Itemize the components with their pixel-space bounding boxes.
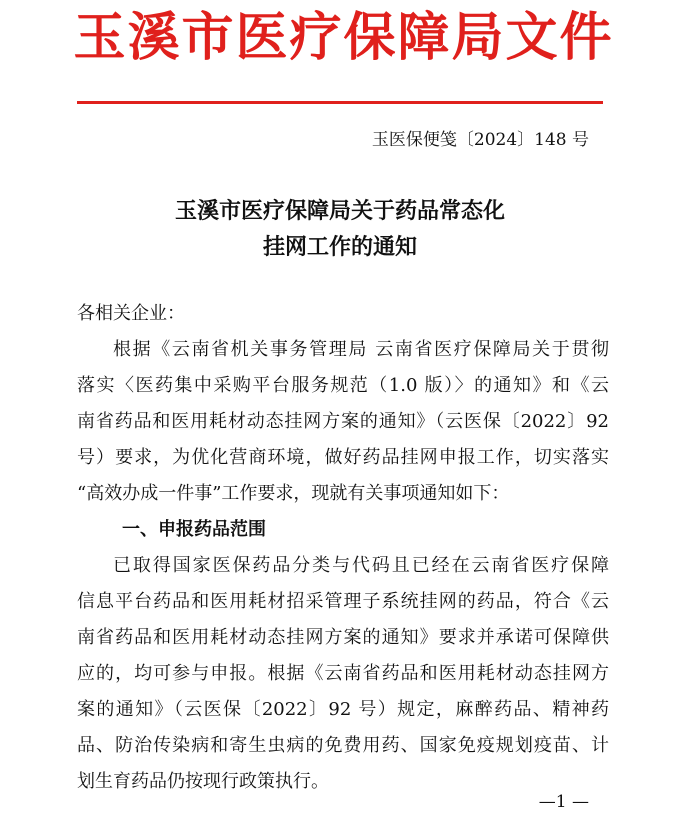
section-1-line-4: 应的，均可参与申报。根据《云南省药品和医用耗材动态挂网方 (77, 663, 609, 684)
document-number: 玉医保便笺〔2024〕148 号 (371, 130, 589, 150)
red-separator-rule (77, 101, 603, 104)
section-1-line-3: 南省药品和医用耗材动态挂网方案的通知》要求并承诺可保障供 (77, 627, 609, 648)
section-1-line-7: 划生育药品仍按现行政策执行。 (77, 771, 329, 792)
document-title-line-1: 玉溪市医疗保障局关于药品常态化 (174, 198, 505, 224)
paragraph-1-line-2: 落实〈医药集中采购平台服务规范（1.0 版）〉的通知》和《云 (77, 375, 609, 396)
document-masthead: 玉溪市医疗保障局文件 (73, 7, 614, 68)
paragraph-1-line-3: 南省药品和医用耗材动态挂网方案的通知》（云医保〔2022〕92 (77, 411, 609, 432)
page-number: —1 — (538, 792, 589, 812)
section-1-line-6: 品、防治传染病和寄生虫病的免费用药、国家免疫规划疫苗、计 (77, 735, 609, 756)
salutation: 各相关企业： (77, 303, 185, 324)
section-1-heading: 一、申报药品范围 (122, 519, 266, 540)
paragraph-1-line-5: “高效办成一件事”工作要求，现就有关事项通知如下： (77, 483, 510, 504)
document-body (77, 296, 609, 800)
section-1-line-2: 信息平台药品和医用耗材招采管理子系统挂网的药品，符合《云 (77, 591, 609, 612)
section-1-line-1: 已取得国家医保药品分类与代码且已经在云南省医疗保障 (113, 555, 609, 576)
document-title-line-2: 挂网工作的通知 (262, 234, 417, 260)
section-1-line-5: 案的通知》（云医保〔2022〕92 号）规定，麻醉药品、精神药 (77, 699, 609, 720)
paragraph-1-line-4: 号）要求，为优化营商环境，做好药品挂网申报工作，切实落实 (77, 447, 609, 468)
paragraph-1-line-1: 根据《云南省机关事务管理局 云南省医疗保障局关于贯彻 (113, 339, 609, 360)
